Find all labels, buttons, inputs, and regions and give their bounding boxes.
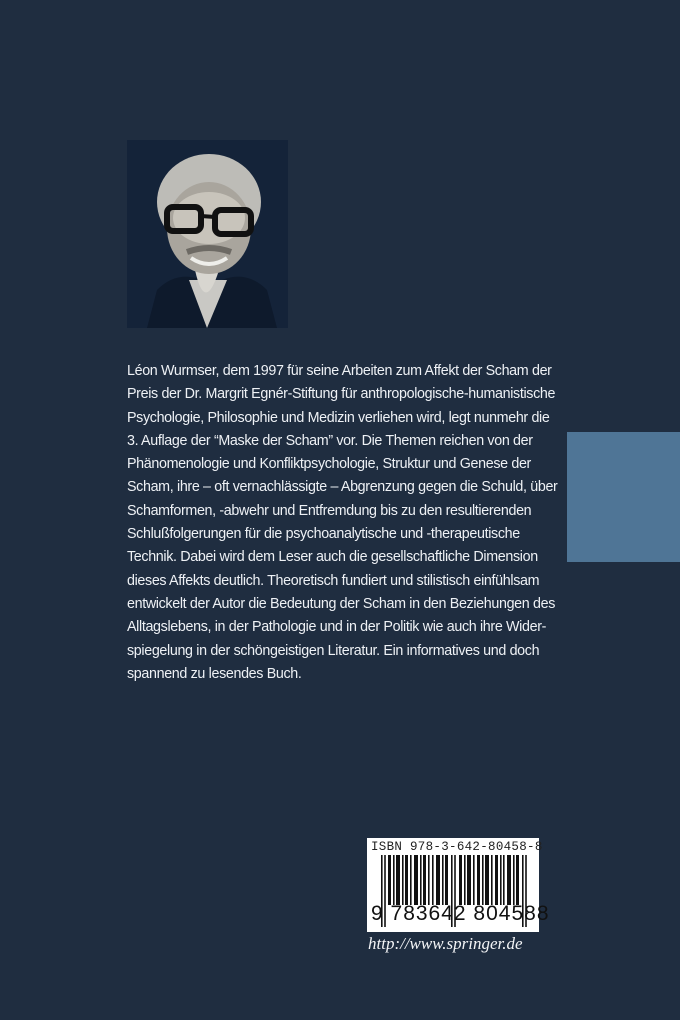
description-line: Phänomenologie und Konfliktpsychologie, Struktur und Genese der	[127, 456, 531, 473]
author-portrait-image	[127, 140, 288, 328]
description-line: Alltagslebens, in der Pathologie und in der Politik wie auch ihre Wider-	[127, 619, 547, 636]
publisher-url: http://www.springer.de	[368, 934, 523, 953]
description-line: spiegelung in der schöngeistigen Literatur. Ein informatives und doch	[127, 642, 540, 659]
description-line: Psychologie, Philosophie und Medizin verliehen wird, legt nunmehr die	[127, 409, 550, 426]
description-line: Preis der Dr. Margrit Egnér-Stiftung für anthropologische-humanistische	[127, 386, 556, 403]
description-line: 3. Auflage der “Maske der Scham” vor. Die Themen reichen von der	[127, 432, 533, 449]
author-photo	[127, 140, 288, 328]
description-line: Schlußfolgerungen für die psychoanalytische und -therapeutische	[127, 526, 520, 543]
description-line: entwickelt der Autor die Bedeutung der Scham in den Beziehungen des	[127, 595, 555, 612]
ean-number: 9 783642 804588	[371, 902, 550, 925]
isbn-barcode	[367, 838, 550, 932]
description-line: Technik. Dabei wird dem Leser auch die gesellschaftliche Dimension	[127, 549, 538, 566]
description-line: Léon Wurmser, dem 1997 für seine Arbeiten zum Affekt der Scham der	[127, 363, 552, 379]
isbn-label: ISBN 978-3-642-80458-8	[371, 840, 543, 854]
spine-color-block	[567, 432, 680, 562]
book-description	[127, 360, 567, 686]
description-line: Scham, ihre – oft vernachlässigte – Abgrenzung gegen die Schuld, über	[127, 479, 558, 496]
description-line: Schamformen, -abwehr und Entfremdung bis zu den resultierenden	[127, 502, 532, 519]
description-line: dieses Affekts deutlich. Theoretisch fundiert und stilistisch einfühlsam	[127, 572, 540, 589]
description-line: spannend zu lesendes Buch.	[127, 665, 302, 682]
